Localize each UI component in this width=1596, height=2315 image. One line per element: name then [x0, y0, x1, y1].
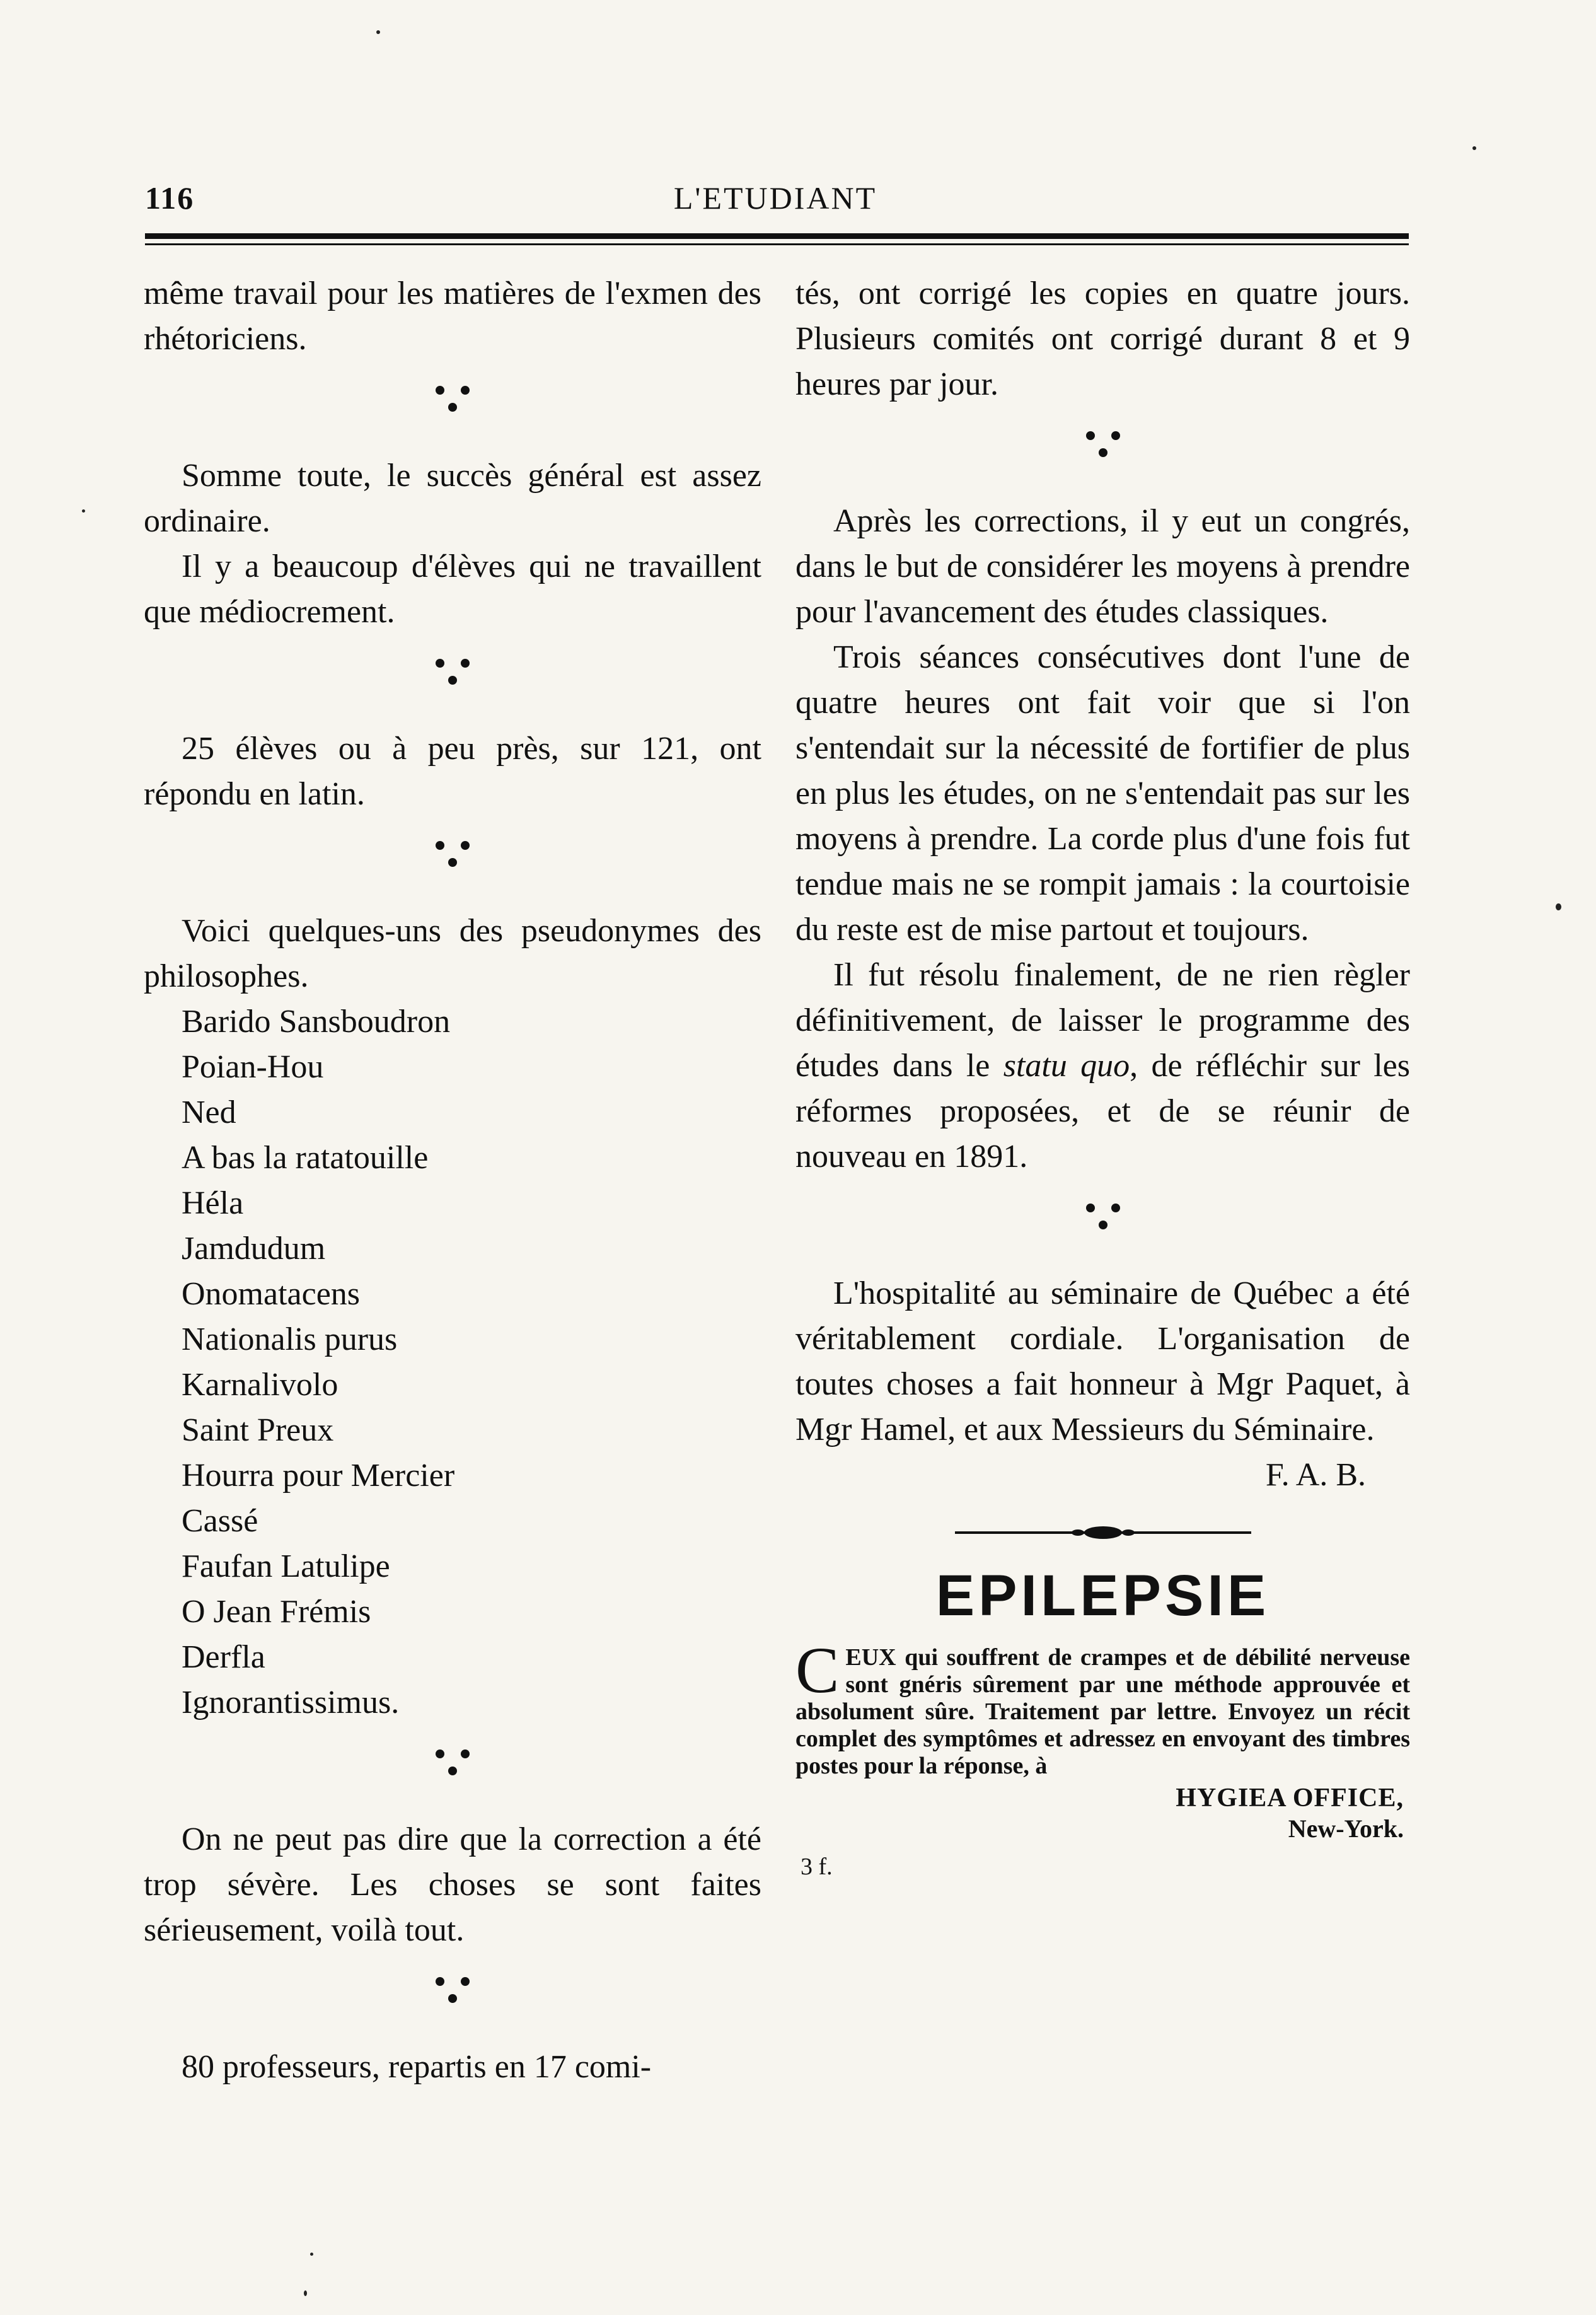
- list-item: Ignorantissimus.: [182, 1685, 400, 1720]
- drop-cap: C: [795, 1634, 840, 1707]
- ad-text: EUX qui souffrent de crampes et de débilité nerveuse sont gnéris sûrement par une méthode approuvée et absolument sûre. Traitement par lettre. Envoyez un récit complet des symptômes et adressez en envoyant des timbres postes pour la réponse, à: [795, 1644, 1410, 1779]
- list-item: Karnalivolo: [182, 1367, 338, 1403]
- paragraph: L'hospitalité au séminaire de Québec a été véritablement cordiale. L'organisation de toutes choses a fait honneur à Mgr Paquet, à Mgr Hamel, et aux Messieurs du Séminaire.: [795, 1275, 1410, 1448]
- list-item: A bas la ratatouille: [182, 1140, 429, 1176]
- ad-body: [795, 1634, 1410, 1780]
- header-rule-thick: [145, 233, 1409, 239]
- list-item: Poian-Hou: [182, 1049, 324, 1085]
- pseudonym-list: [144, 999, 761, 1726]
- asterism-divider: [795, 1180, 1410, 1271]
- running-header: [145, 180, 1406, 224]
- asterism-divider: [144, 362, 761, 453]
- scan-speck: [310, 2253, 313, 2256]
- asterism-divider: [144, 635, 761, 726]
- scan-speck: [1472, 146, 1476, 150]
- scan-speck: [304, 2290, 307, 2296]
- paragraph: Après les corrections, il y eut un congrés, dans le but de considérer les moyens à prendre pour l'avancement des études classiques.: [795, 503, 1410, 630]
- list-item: O Jean Frémis: [182, 1594, 371, 1630]
- list-item: Jamdudum: [182, 1231, 326, 1267]
- header-rule-thin: [145, 243, 1409, 245]
- asterism-divider: [144, 1953, 761, 2045]
- paragraph-text: Il fut résolu finalement, de ne rien règler définitivement, de laisser le programme des études dans le: [795, 957, 1410, 1084]
- left-column: [144, 271, 761, 2090]
- paragraph: Somme toute, le succès général est assez ordinaire.: [144, 458, 761, 539]
- paragraph: même travail pour les matières de l'exmen des rhétoriciens.: [144, 276, 761, 357]
- paragraph: [795, 953, 1410, 1180]
- paragraph: On ne peut pas dire que la correction a été trop sévère. Les choses se sont faites sérieusement, voilà tout.: [144, 1821, 761, 1948]
- paragraph: 80 professeurs, repartis en 17 comi-: [182, 2049, 652, 2085]
- paragraph: Trois séances consécutives dont l'une de quatre heures ont fait voir que si l'on s'entendait sur la nécessité de fortifier de plus en plus les études, on ne s'entendait pas sur les moyens à prendre. La corde plus d'une fois fut tendue mais ne se rompit jamais : la courtoisie du reste est de mise partout et toujours.: [795, 639, 1410, 948]
- list-item: Nationalis purus: [182, 1321, 398, 1357]
- paragraph: Voici quelques-uns des pseudonymes des philosophes.: [144, 913, 761, 994]
- ad-city: New-York.: [1288, 1814, 1404, 1843]
- paragraph-text: , de réfléchir sur les réformes proposées, et de se réunir de nouveau en 1891.: [795, 1048, 1410, 1175]
- paragraph: tés, ont corrigé les copies en quatre jours. Plusieurs comités ont corrigé durant 8 et 9 heures par jour.: [795, 276, 1410, 402]
- ad-code: 3 f.: [801, 1854, 833, 1880]
- italic-phrase: statu quo: [1003, 1048, 1130, 1084]
- paragraph: Il y a beaucoup d'élèves qui ne travaillent que médiocrement.: [144, 548, 761, 630]
- scan-speck: [1556, 903, 1561, 910]
- ornament-rule: [795, 1498, 1410, 1567]
- ad-addressee: HYGIEA OFFICE,: [1176, 1784, 1404, 1813]
- asterism-divider: [144, 1726, 761, 1817]
- list-item: Hourra pour Mercier: [182, 1458, 455, 1494]
- list-item: Onomatacens: [182, 1276, 361, 1312]
- asterism-divider: [795, 407, 1410, 499]
- list-item: Saint Preux: [182, 1412, 334, 1448]
- list-item: Barido Sansboudron: [182, 1004, 451, 1040]
- scan-speck: [82, 509, 85, 513]
- paragraph: 25 élèves ou à peu près, sur 121, ont répondu en latin.: [144, 731, 761, 812]
- asterism-divider: [144, 817, 761, 908]
- list-item: Derfla: [182, 1639, 265, 1675]
- list-item: Cassé: [182, 1503, 258, 1539]
- journal-title: L'ETUDIANT: [673, 180, 877, 216]
- list-item: Faufan Latulipe: [182, 1548, 390, 1584]
- advertisement: [795, 1561, 1410, 1889]
- scan-speck: [376, 30, 380, 34]
- author-signature: F. A. B.: [1265, 1457, 1366, 1493]
- right-column: [795, 271, 1410, 1889]
- ad-title: EPILEPSIE: [935, 1564, 1270, 1628]
- list-item: Héla: [182, 1185, 244, 1221]
- page-number: 116: [145, 180, 195, 216]
- list-item: Ned: [182, 1094, 236, 1130]
